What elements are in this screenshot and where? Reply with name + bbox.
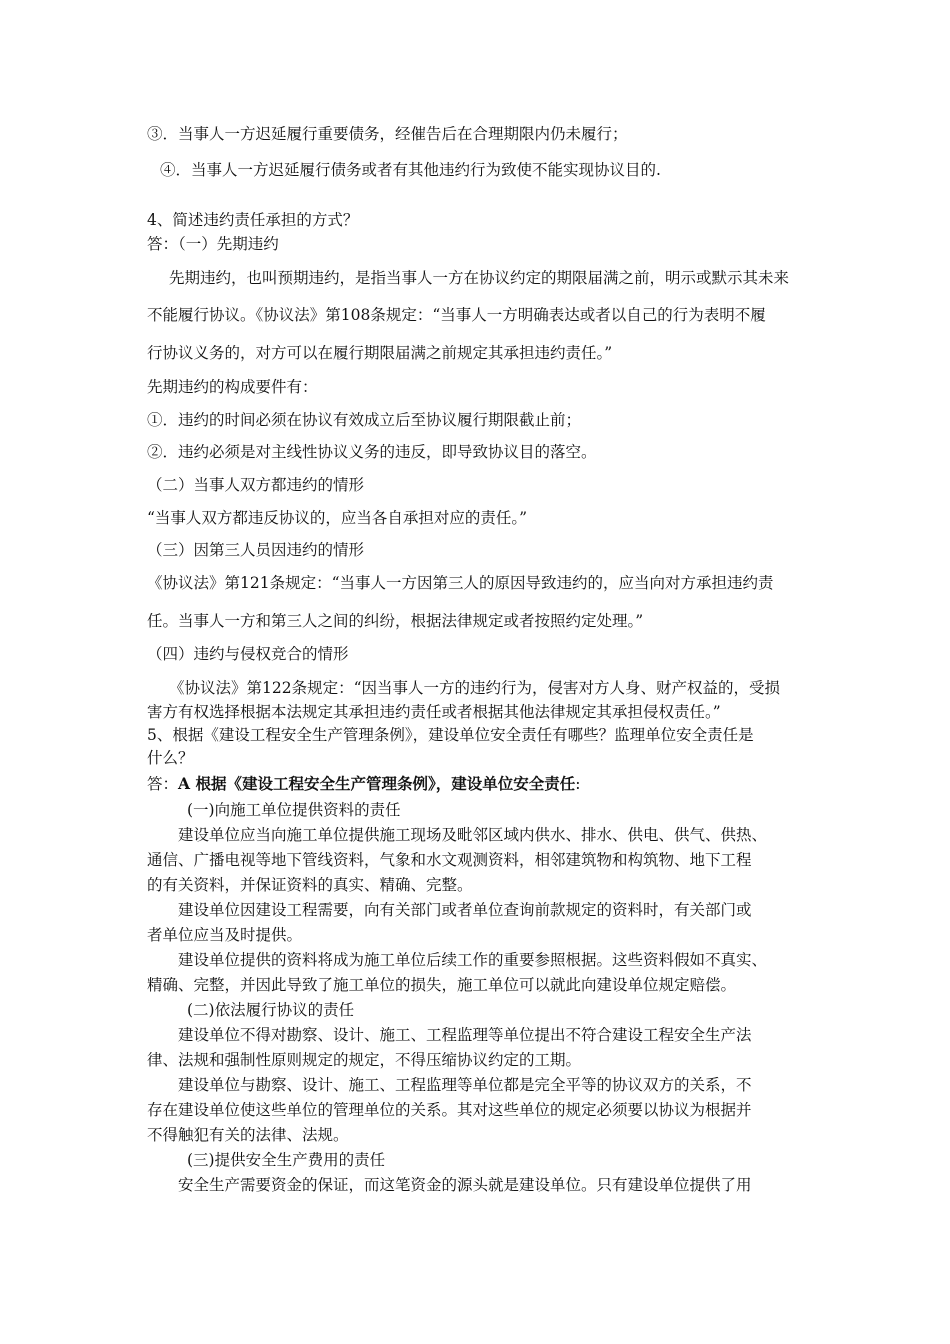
text-line: 《协议法》第122条规定：“因当事人一方的违约行为，侵害对方人身、财产权益的，受损 (169, 679, 781, 697)
text-line: 先期违约，也叫预期违约，是指当事人一方在协议约定的期限届满之前，明示或默示其未来 (169, 269, 790, 287)
text-line: 精确、完整，并因此导致了施工单位的损失，施工单位可以就此向建设单位规定赔偿。 (147, 976, 737, 994)
text-line: 任。当事人一方和第三人之间的纠纷，根据法律规定或者按照约定处理。” (147, 612, 644, 630)
text-line: 不得触犯有关的法律、法规。 (147, 1126, 349, 1144)
subsection-heading: (三)提供安全生产费用的责任 (187, 1151, 386, 1169)
answer-label: 答： (147, 775, 179, 793)
answer-line (147, 774, 580, 794)
section-heading: 什么？ (147, 749, 194, 767)
text-line: “当事人双方都违反协议的，应当各自承担对应的责任。” (147, 509, 528, 527)
text-line: 建设单位提供的资料将成为施工单位后续工作的重要参照根据。这些资料假如不真实、 (178, 951, 768, 969)
text-line: 先期违约的构成要件有： (147, 378, 318, 396)
text-line: 建设单位因建设工程需要，向有关部门或者单位查询前款规定的资料时，有关部门或 (178, 901, 752, 919)
text-line: 行协议义务的，对方可以在履行期限届满之前规定其承担违约责任。” (147, 344, 613, 362)
text-line: 通信、广播电视等地下管线资料，气象和水文观测资料，相邻建筑物和构筑物、地下工程 (147, 851, 752, 869)
text-line: 《协议法》第121条规定：“当事人一方因第三人的原因导致违约的，应当向对方承担违约责 (147, 574, 774, 592)
subsection-heading: （三）因第三人员因违约的情形 (147, 541, 365, 559)
text-line: 存在建设单位使这些单位的管理单位的关系。其对这些单位的规定必须要以协议为根据并 (147, 1101, 752, 1119)
text-line: 不能履行协议。《协议法》第108条规定：“当事人一方明确表达或者以自己的行为表明不履 (147, 306, 766, 324)
text-line: 建设单位应当向施工单位提供施工现场及毗邻区域内供水、排水、供电、供气、供热、 (178, 826, 768, 844)
text-line: 安全生产需要资金的保证，而这笔资金的源头就是建设单位。只有建设单位提供了用 (178, 1176, 752, 1194)
text-line: 者单位应当及时提供。 (147, 926, 303, 944)
subsection-heading: （四）违约与侵权竞合的情形 (147, 645, 349, 663)
text-line: ④．当事人一方迟延履行债务或者有其他违约行为致使不能实现协议目的. (160, 161, 661, 179)
answer-line: 答：（一）先期违约 (147, 235, 279, 253)
text-line: 害方有权选择根据本法规定其承担违约责任或者根据其他法律规定其承担侵权责任。” (147, 703, 721, 721)
section-heading: 4、简述违约责任承担的方式？ (147, 211, 359, 229)
text-line: 建设单位不得对勘察、设计、施工、工程监理等单位提出不符合建设工程安全生产法 (178, 1026, 752, 1044)
section-heading: 5、根据《建设工程安全生产管理条例》，建设单位安全责任有哪些？监理单位安全责任是 (147, 726, 754, 744)
text-line: ②．违约必须是对主线性协议义务的违反，即导致协议目的落空。 (147, 443, 597, 461)
text-line: ③．当事人一方迟延履行重要债务，经催告后在合理期限内仍未履行； (147, 125, 628, 143)
colon: : (575, 775, 581, 793)
subsection-heading: (一)向施工单位提供资料的责任 (187, 801, 401, 819)
text-line: 律、法规和强制性原则规定的规定，不得压缩协议约定的工期。 (147, 1051, 582, 1069)
text-line: ①．违约的时间必须在协议有效成立后至协议履行期限截止前； (147, 411, 582, 429)
subsection-heading: (二)依法履行协议的责任 (187, 1001, 355, 1019)
bold-heading: A 根据《建设工程安全生产管理条例》，建设单位安全责任 (178, 774, 576, 793)
text-line: 的有关资料，并保证资料的真实、精确、完整。 (147, 876, 473, 894)
text-line: 建设单位与勘察、设计、施工、工程监理等单位都是完全平等的协议双方的关系，不 (178, 1076, 752, 1094)
subsection-heading: （二）当事人双方都违约的情形 (147, 476, 365, 494)
